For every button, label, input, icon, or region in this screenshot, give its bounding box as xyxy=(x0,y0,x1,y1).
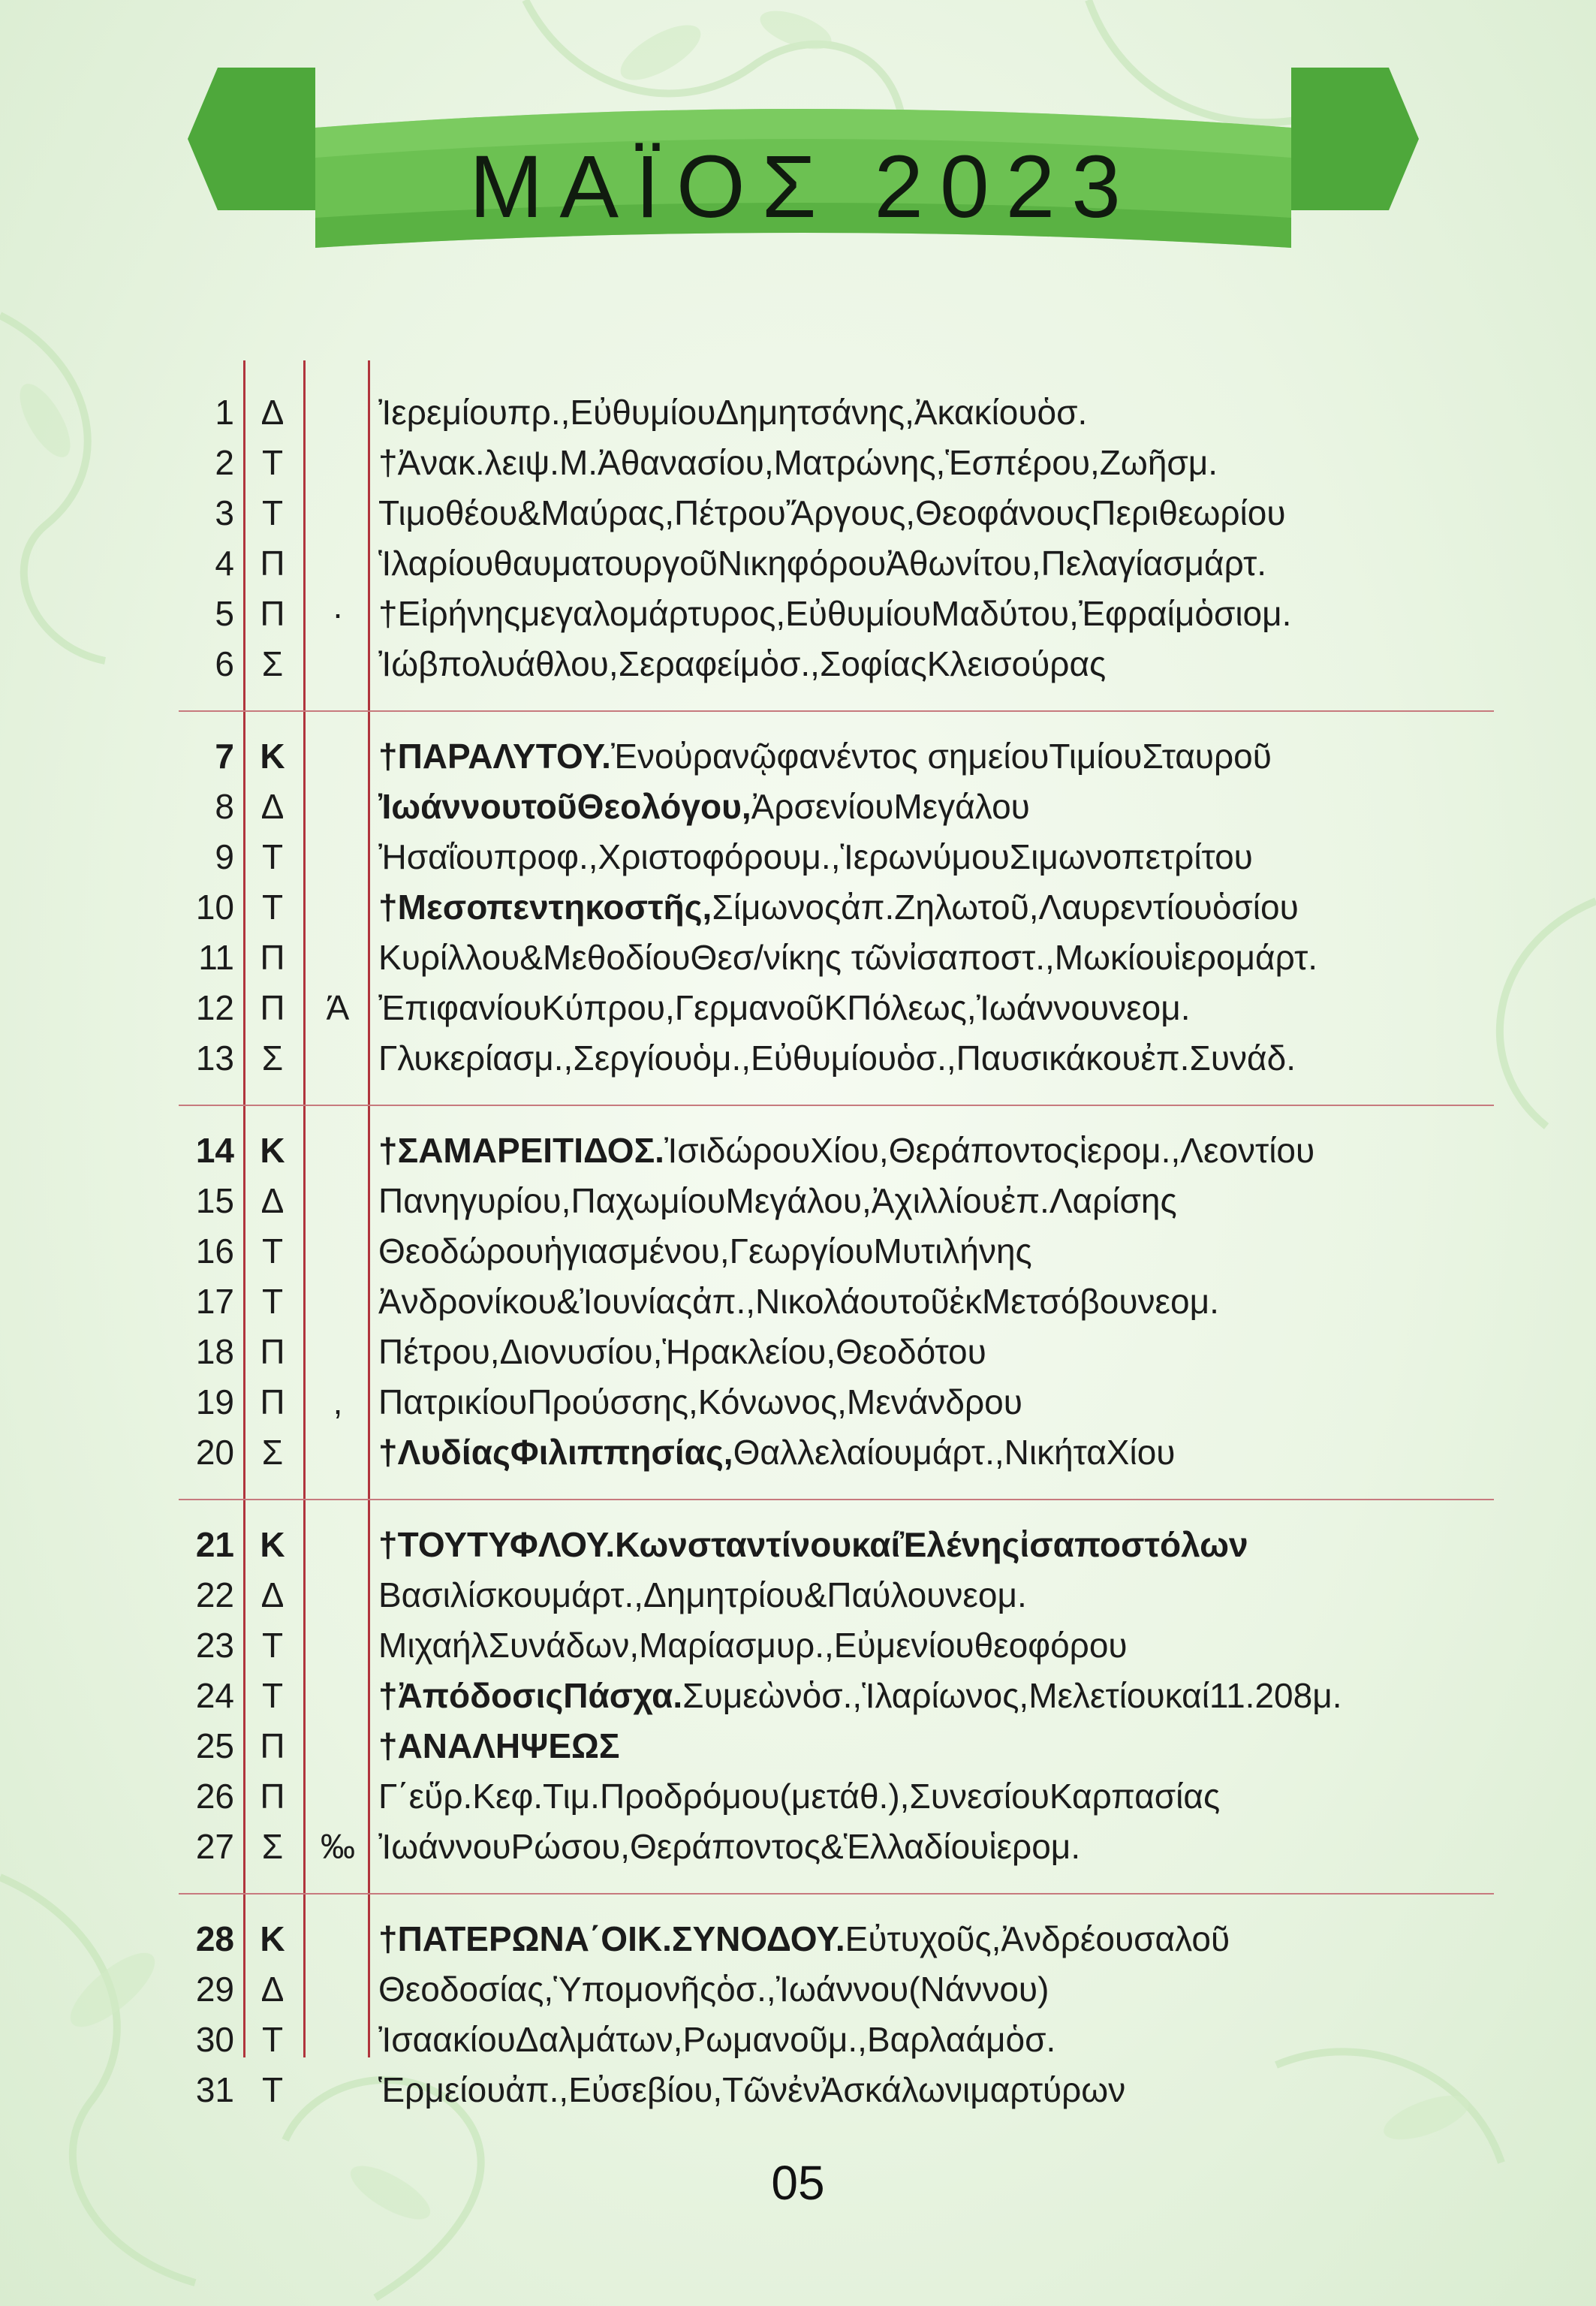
day-number: 22 xyxy=(195,1575,234,1614)
weekday-letter: Κ xyxy=(260,1131,285,1170)
week-separator xyxy=(179,1105,1494,1106)
saints-text xyxy=(378,2015,1579,2065)
day-number: 25 xyxy=(195,1726,234,1765)
saints-text xyxy=(378,1126,1579,1176)
week-separator xyxy=(179,710,1494,712)
saints-text xyxy=(378,639,1579,689)
weekday-letter: Τ xyxy=(261,1231,284,1271)
day-number: 13 xyxy=(195,1038,234,1078)
weekday-letter: Δ xyxy=(260,393,285,432)
calendar-row xyxy=(0,1226,1596,1277)
calendar-row xyxy=(0,782,1596,832)
tone-mark: Ά xyxy=(326,988,350,1027)
saints-text xyxy=(378,1822,1579,1872)
saints-list: Βασιλίσκουμάρτ.,Δημητρίου&Παύλουνεομ. xyxy=(378,1575,1027,1614)
weekday-letter: Τ xyxy=(261,1626,284,1665)
weekday-letter: Τ xyxy=(261,1676,284,1715)
saints-text xyxy=(378,731,1579,782)
saints-list: Ἰερεμίουπρ.,ΕὐθυμίουΔημητσάνης,Ἀκακίουὁσ. xyxy=(378,393,1088,432)
feast-title: †ΠΑΡΑΛΥΤΟΥ. xyxy=(378,737,611,776)
day-number: 7 xyxy=(215,737,234,776)
weekday-letter: Δ xyxy=(260,1575,285,1614)
saints-list: ἸσιδώρουΧίου,Θεράποντοςἱερομ.,Λεοντίου xyxy=(664,1131,1315,1170)
day-number: 5 xyxy=(215,594,234,633)
weekday-letter: Π xyxy=(260,1777,285,1816)
calendar-row xyxy=(0,1964,1596,2015)
day-number: 19 xyxy=(195,1382,234,1421)
day-number: 21 xyxy=(195,1525,234,1564)
saints-list: Πανηγυρίου,ΠαχωμίουΜεγάλου,Ἀχιλλίουἐπ.Λαρίσης xyxy=(378,1181,1177,1220)
saints-list: Κυρίλλου&ΜεθοδίουΘεσ/νίκης τῶνἰσαποστ.,Μωκίουἱερομάρτ. xyxy=(378,938,1318,977)
tone-mark: ‰ xyxy=(321,1827,355,1866)
saints-list: Ἰώβπολυάθλου,Σεραφείμὁσ.,ΣοφίαςΚλεισούρας xyxy=(378,644,1107,683)
saints-list: Συμεὼνὁσ.,Ἱλαρίωνος,Μελετίουκαί11.208μ. xyxy=(682,1676,1342,1715)
calendar-row xyxy=(0,882,1596,933)
saints-text xyxy=(378,438,1579,488)
weekday-letter: Π xyxy=(260,1332,285,1371)
calendar-row xyxy=(0,2015,1596,2065)
saints-text xyxy=(378,1033,1579,1084)
saints-list: †Ἀνακ.λειψ.Μ.Ἀθανασίου,Ματρώνης,Ἑσπέρου,Ζωῆσμ. xyxy=(378,443,1218,482)
saints-text xyxy=(378,832,1579,882)
saints-text xyxy=(378,1427,1579,1478)
weekday-letter: Σ xyxy=(261,644,284,683)
feast-title: †ΤΟΥΤΥΦΛΟΥ.ΚωνσταντίνουκαίἘλένηςἰσαποστόλων xyxy=(378,1525,1248,1564)
saints-list: Γλυκερίασμ.,Σεργίουὁμ.,Εὐθυμίουὁσ.,Παυσικάκουἐπ.Συνάδ. xyxy=(378,1038,1296,1078)
day-number: 14 xyxy=(195,1131,234,1170)
calendar-row xyxy=(0,1822,1596,1872)
feast-title: ἸωάννουτοῦΘεολόγου, xyxy=(378,787,751,826)
calendar-row xyxy=(0,639,1596,689)
day-number: 12 xyxy=(195,988,234,1027)
saints-text xyxy=(378,538,1579,589)
saints-list: ΜιχαήλΣυνάδων,Μαρίασμυρ.,Εὐμενίουθεοφόρου xyxy=(378,1626,1128,1665)
day-number: 9 xyxy=(215,837,234,876)
calendar-row xyxy=(0,731,1596,782)
calendar-row xyxy=(0,1277,1596,1327)
calendar-row xyxy=(0,933,1596,983)
saints-list: ἸωάννουΡώσου,Θεράποντος&Ἑλλαδίουἱερομ. xyxy=(378,1827,1081,1866)
saints-text xyxy=(378,1520,1579,1570)
weekday-letter: Κ xyxy=(260,737,285,776)
feast-title: †ΛυδίαςΦιλιππησίας, xyxy=(378,1433,733,1472)
saints-text xyxy=(378,1771,1579,1822)
saints-list: Πέτρου,Διονυσίου,Ἡρακλείου,Θεοδότου xyxy=(378,1332,986,1371)
day-number: 20 xyxy=(195,1433,234,1472)
calendar-row xyxy=(0,1914,1596,1964)
feast-title: †ΑΝΑΛΗΨΕΩΣ xyxy=(378,1726,620,1765)
weekday-letter: Σ xyxy=(261,1038,284,1078)
day-number: 17 xyxy=(195,1282,234,1321)
day-number: 11 xyxy=(198,938,234,977)
weekday-letter: Δ xyxy=(260,1970,285,2009)
weekday-letter: Π xyxy=(260,938,285,977)
day-number: 30 xyxy=(195,2020,234,2059)
page-number: 05 xyxy=(771,2156,825,2210)
weekday-letter: Π xyxy=(260,1382,285,1421)
calendar-row xyxy=(0,1620,1596,1671)
saints-text xyxy=(378,1377,1579,1427)
day-number: 23 xyxy=(195,1626,234,1665)
saints-list: Σίμωνοςἀπ.Ζηλωτοῦ,Λαυρεντίουὁσίου xyxy=(712,888,1299,927)
calendar-row xyxy=(0,832,1596,882)
saints-text xyxy=(378,1570,1579,1620)
weekday-letter: Τ xyxy=(261,888,284,927)
weekday-letter: Τ xyxy=(261,493,284,532)
weekday-letter: Π xyxy=(260,988,285,1027)
calendar-row xyxy=(0,1033,1596,1084)
day-number: 4 xyxy=(215,544,234,583)
calendar-row xyxy=(0,1327,1596,1377)
day-number: 2 xyxy=(215,443,234,482)
saints-text xyxy=(378,488,1579,538)
weekday-letter: Δ xyxy=(260,1181,285,1220)
saints-list: Θαλλελαίουμάρτ.,ΝικήταΧίου xyxy=(733,1433,1176,1472)
weekday-letter: Π xyxy=(260,594,285,633)
saints-list: ἹλαρίουθαυματουργοῦΝικηφόρουἈθωνίτου,Πελαγίασμάρτ. xyxy=(378,544,1267,583)
saints-list: ἸσαακίουΔαλμάτων,Ρωμανοῦμ.,Βαρλαάμὁσ. xyxy=(378,2020,1056,2059)
day-number: 24 xyxy=(195,1676,234,1715)
weekday-letter: Τ xyxy=(261,1282,284,1321)
saints-list: Ἀνδρονίκου&Ἰουνίαςἀπ.,ΝικολάουτοῦἐκΜετσόβουνεομ. xyxy=(378,1282,1219,1321)
day-number: 10 xyxy=(195,888,234,927)
calendar-row xyxy=(0,1721,1596,1771)
saints-list: Ἐνοὐρανῷφανέντος σημείουΤιμίουΣταυροῦ xyxy=(610,737,1272,776)
saints-text xyxy=(378,882,1579,933)
calendar-row xyxy=(0,1377,1596,1427)
saints-list: Εὐτυχοῦς,Ἀνδρέουσαλοῦ xyxy=(845,1919,1230,1958)
saints-text xyxy=(378,589,1579,639)
calendar-row xyxy=(0,488,1596,538)
saints-text xyxy=(378,1671,1579,1721)
saints-list: Γ΄εὕρ.Κεφ.Τιμ.Προδρόμου(μετάθ.),ΣυνεσίουΚαρπασίας xyxy=(378,1777,1221,1816)
weekday-letter: Π xyxy=(260,544,285,583)
weekday-letter: Τ xyxy=(261,443,284,482)
saints-list: Τιμοθέου&Μαύρας,ΠέτρουἌργους,ΘεοφάνουςΠεριθεωρίου xyxy=(378,493,1286,532)
tone-mark: · xyxy=(332,594,344,633)
saints-text xyxy=(378,1620,1579,1671)
day-number: 28 xyxy=(195,1919,234,1958)
day-number: 6 xyxy=(215,644,234,683)
saints-text xyxy=(378,1914,1579,1964)
saints-text xyxy=(378,782,1579,832)
day-number: 26 xyxy=(195,1777,234,1816)
calendar-row xyxy=(0,1771,1596,1822)
weekday-letter: Σ xyxy=(261,1433,284,1472)
day-number: 8 xyxy=(215,787,234,826)
calendar-row xyxy=(0,438,1596,488)
day-number: 18 xyxy=(195,1332,234,1371)
saints-text xyxy=(378,1964,1579,2015)
saints-list: ἘπιφανίουΚύπρου,ΓερμανοῦΚΠόλεως,Ἰωάννουνεομ. xyxy=(378,988,1191,1027)
week-separator xyxy=(179,1893,1494,1895)
saints-text xyxy=(378,1327,1579,1377)
saints-text xyxy=(378,983,1579,1033)
saints-text xyxy=(378,1226,1579,1277)
saints-list: ἈρσενίουΜεγάλου xyxy=(751,787,1030,826)
day-number: 3 xyxy=(215,493,234,532)
saints-text xyxy=(378,933,1579,983)
week-separator xyxy=(179,1499,1494,1500)
saints-text xyxy=(378,2065,1579,2115)
calendar-row xyxy=(0,387,1596,438)
calendar-row xyxy=(0,589,1596,639)
weekday-letter: Π xyxy=(260,1726,285,1765)
feast-title: †ἈπόδοσιςΠάσχα. xyxy=(378,1676,683,1715)
day-number: 1 xyxy=(215,393,234,432)
feast-title: †ΠΑΤΕΡΩΝΑ΄ΟΙΚ.ΣΥΝΟΔΟΥ. xyxy=(378,1919,845,1958)
day-number: 16 xyxy=(195,1231,234,1271)
calendar-row xyxy=(0,1570,1596,1620)
saints-list: Ἑρμείουἀπ.,Εὐσεβίου,ΤῶνἐνἈσκάλωνιμαρτύρων xyxy=(378,2070,1126,2109)
day-number: 31 xyxy=(195,2070,234,2109)
weekday-letter: Τ xyxy=(261,2070,284,2109)
weekday-letter: Τ xyxy=(261,837,284,876)
weekday-letter: Τ xyxy=(261,2020,284,2059)
day-number: 29 xyxy=(195,1970,234,2009)
feast-title: †ΣΑΜΑΡΕΙΤΙΔΟΣ. xyxy=(378,1131,664,1170)
weekday-letter: Κ xyxy=(260,1919,285,1958)
saints-list: Θεοδοσίας,Ὑπομονῆςὁσ.,Ἰωάννου(Νάννου) xyxy=(378,1970,1049,2009)
calendar-row xyxy=(0,538,1596,589)
saints-text xyxy=(378,387,1579,438)
calendar-row xyxy=(0,1520,1596,1570)
weekday-letter: Δ xyxy=(260,787,285,826)
weekday-letter: Κ xyxy=(260,1525,285,1564)
day-number: 15 xyxy=(195,1181,234,1220)
calendar-row xyxy=(0,983,1596,1033)
calendar-row xyxy=(0,1671,1596,1721)
saints-text xyxy=(378,1176,1579,1226)
calendar-row xyxy=(0,1176,1596,1226)
calendar-row xyxy=(0,1427,1596,1478)
tone-mark: , xyxy=(333,1382,343,1421)
saints-text xyxy=(378,1721,1579,1771)
page-title: ΜΑΪΟΣ 2023 xyxy=(469,137,1137,237)
saints-list: Ἠσαΐουπροφ.,Χριστοφόρουμ.,ἹερωνύμουΣιμωνοπετρίτου xyxy=(378,837,1253,876)
saints-list: ΠατρικίουΠρούσσης,Κόνωνος,Μενάνδρου xyxy=(378,1382,1022,1421)
saints-list: Θεοδώρουἡγιασμένου,ΓεωργίουΜυτιλήνης xyxy=(378,1231,1032,1271)
day-number: 27 xyxy=(195,1827,234,1866)
saints-text xyxy=(378,1277,1579,1327)
weekday-letter: Σ xyxy=(261,1827,284,1866)
saints-list: †Εἰρήνηςμεγαλομάρτυρος,ΕὐθυμίουΜαδύτου,Ἐφραίμὁσιομ. xyxy=(378,594,1292,633)
calendar-row xyxy=(0,1126,1596,1176)
calendar-row xyxy=(0,2065,1596,2115)
feast-title: †Μεσοπεντηκοστῆς, xyxy=(378,888,712,927)
